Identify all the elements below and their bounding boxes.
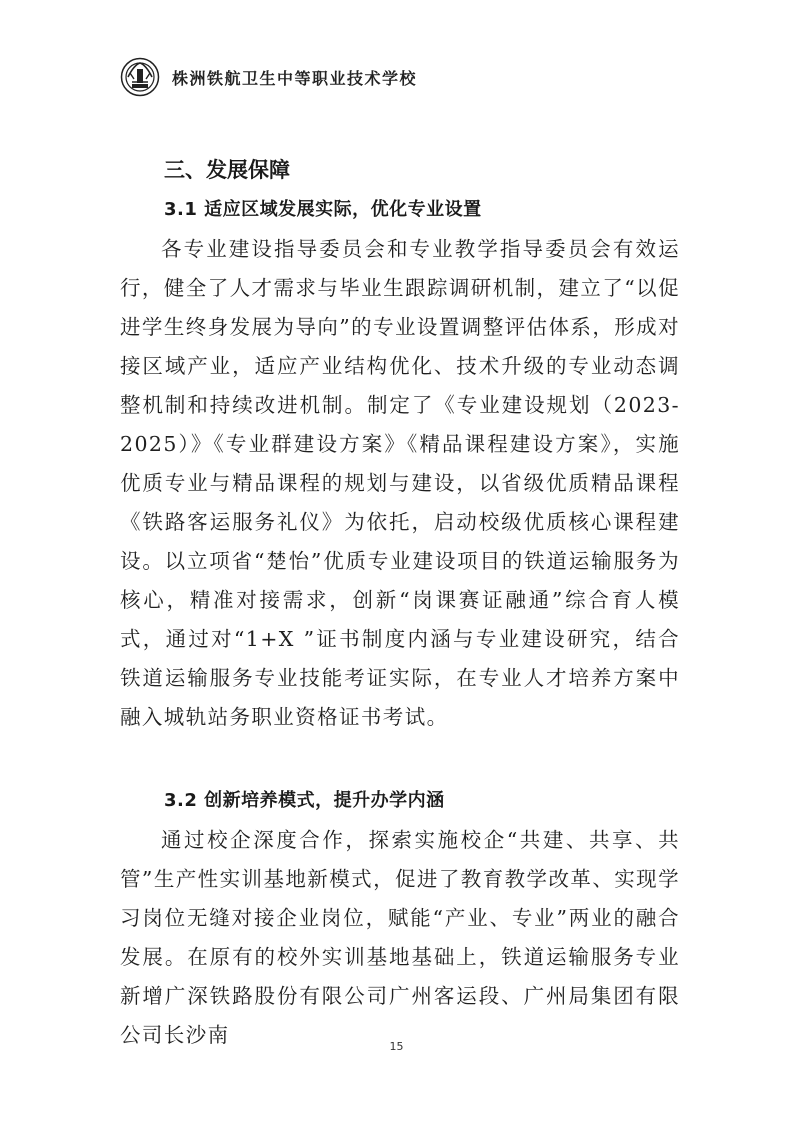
page-number: 15 — [389, 1040, 404, 1053]
paragraph-3-2: 通过校企深度合作，探索实施校企“共建、共享、共管”生产性实训基地新模式，促进了教育教学改革、实现学习岗位无缝对接企业岗位，赋能“产业、专业”两业的融合发展。在原有的校外实训基地基础上，铁道运输服务专业新增广深铁路股份有限公司广州客运段、广州局集团有限公司长沙南 — [120, 828, 680, 1047]
page-content — [120, 150, 680, 1055]
section-title: 三、发展保障 — [164, 158, 290, 182]
paragraph-3-1: 各专业建设指导委员会和专业教学指导委员会有效运行，健全了人才需求与毕业生跟踪调研机制，建立了“以促进学生终身发展为导向”的专业设置调整评估体系，形成对接区域产业，适应产业结构优化、技术升级的专业动态调整机制和持续改进机制。制定了《专业建设规划（2023-2025）》《专业群建设方案》《精品课程建设方案》，实施优质专业与精品课程的规划与建设，以省级优质精品课程《铁路客运服务礼仪》为依托，启动校级优质核心课程建设。以立项省“楚怡”优质专业建设项目的铁道运输服务为核心，精准对接需求，创新“岗课赛证融通”综合育人模式，通过对“1+X ”证书制度内涵与专业建设研究，结合铁道运输服务专业技能考证实际，在专业人才培养方案中融入城轨站务职业资格证书考试。 — [120, 237, 680, 729]
school-name: 株洲铁航卫生中等职业技术学校 — [172, 68, 418, 88]
page-header — [120, 55, 417, 99]
section-spacer — [120, 737, 680, 781]
subsection-title-3-2: 3.2 创新培养模式，提升办学内涵 — [164, 790, 445, 811]
school-emblem-icon — [120, 57, 160, 97]
subsection-title-3-1: 3.1 适应区域发展实际，优化专业设置 — [164, 199, 482, 220]
